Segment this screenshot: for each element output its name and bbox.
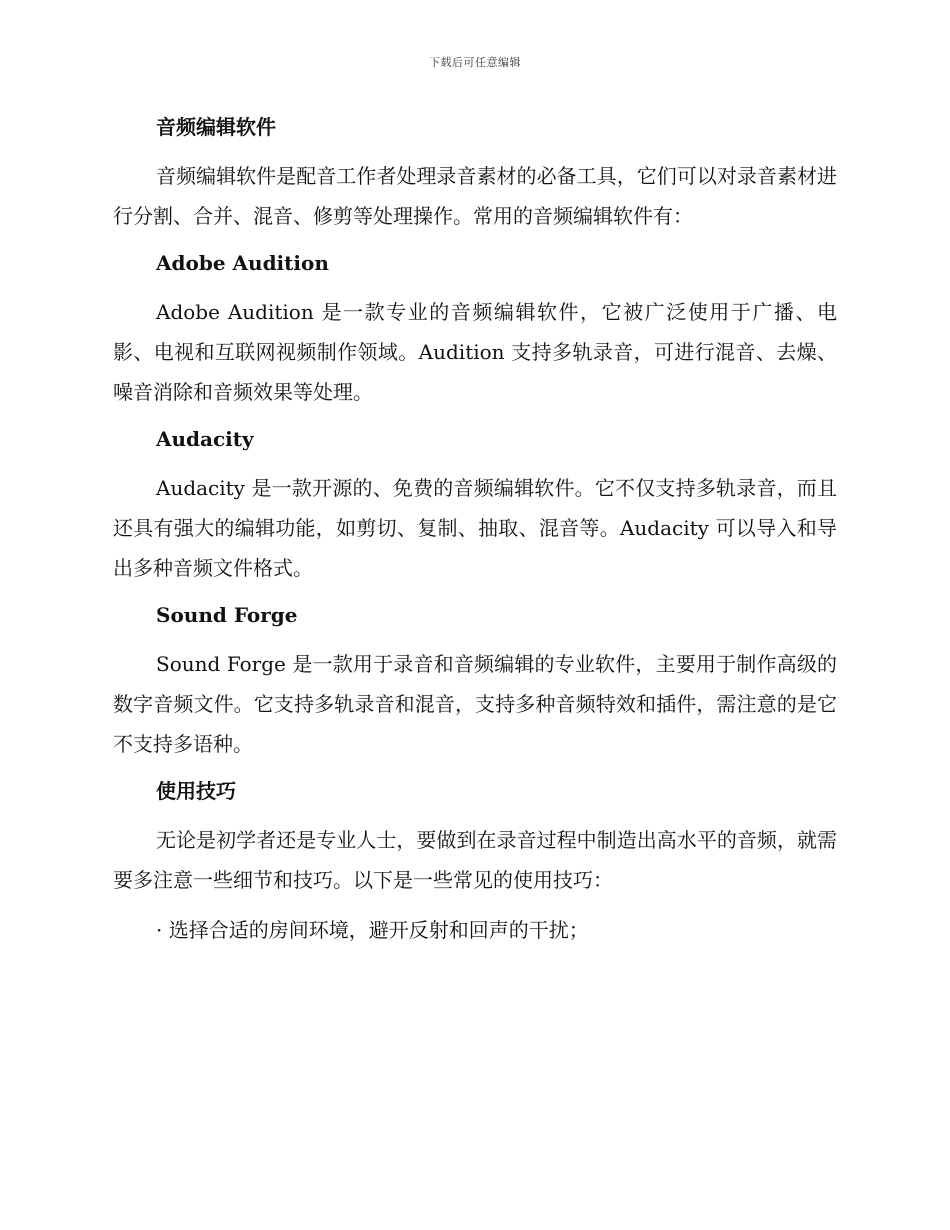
paragraph-sound-forge: Sound Forge 是一款用于录音和音频编辑的专业软件，主要用于制作高级的数字音频文件。它支持多轨录音和混音，支持多种音频特效和插件，需注意的是它不支持多语种。 xyxy=(113,652,837,756)
section-heading-tips: 使用技巧 xyxy=(156,779,236,803)
paragraph-audacity: Audacity 是一款开源的、免费的音频编辑软件。它不仅支持多轨录音，而且还具有强大的编辑功能，如剪切、复制、抽取、混音等。Audacity 可以导入和导出多种音频文件格式。 xyxy=(113,476,837,580)
paragraph-tips-intro: 无论是初学者还是专业人士，要做到在录音过程中制造出高水平的音频，就需要多注意一些细节和技巧。以下是一些常见的使用技巧： xyxy=(113,828,837,892)
paragraph-audio-software-intro: 音频编辑软件是配音工作者处理录音素材的必备工具，它们可以对录音素材进行分割、合并、混音、修剪等处理操作。常用的音频编辑软件有： xyxy=(113,164,837,228)
page-header: 下载后可任意编辑 xyxy=(429,56,521,69)
section-heading-sound-forge: Sound Forge xyxy=(156,603,298,627)
list-item-tip-1: · 选择合适的房间环境，避开反射和回声的干扰； xyxy=(156,918,589,942)
section-heading-adobe-audition: Adobe Audition xyxy=(156,251,329,275)
paragraph-adobe-audition: Adobe Audition 是一款专业的音频编辑软件，它被广泛使用于广播、电影、电视和互联网视频制作领域。Audition 支持多轨录音，可进行混音、去燥、噪音消除和音频效果等处理。 xyxy=(113,300,837,404)
section-heading-audio-software: 音频编辑软件 xyxy=(156,115,276,139)
section-heading-audacity: Audacity xyxy=(156,427,254,451)
document-body xyxy=(113,110,837,950)
